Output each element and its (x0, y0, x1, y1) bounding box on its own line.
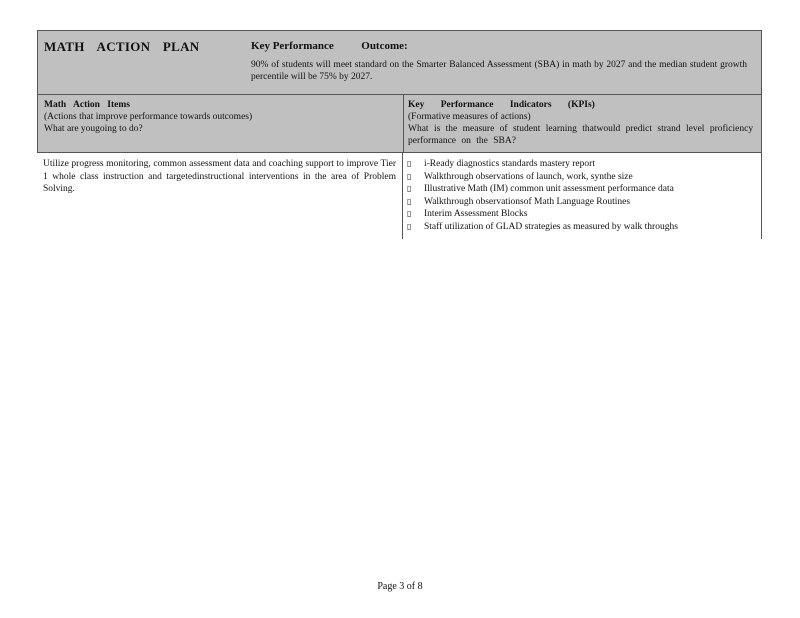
page-number: Page 3 of 8 (377, 581, 423, 592)
bullet-icon: ▯ (407, 159, 412, 168)
action-items-header (38, 95, 404, 152)
kpi-list-item (407, 158, 757, 171)
kpi-list-item (407, 183, 757, 196)
kpi-list-item (407, 196, 757, 209)
kpi-list-item (407, 208, 757, 221)
plan-body-row (37, 153, 762, 239)
plan-title: MATH ACTION PLAN (44, 39, 200, 54)
bullet-icon: ▯ (407, 171, 412, 181)
kpi-list (407, 158, 757, 233)
kpi-heading: Key Performance Indicators (KPIs) (408, 100, 595, 110)
action-item-cell: Utilize progress monitoring, common assessment data and coaching support to improve Tier 1 whole class instruction and targetedinstructional interventions in the area of Problem Solving. (37, 153, 403, 239)
bullet-icon: ▯ (407, 221, 412, 231)
kpi-question: What is the measure of student learning thatwould predict strand level proficiency performance on the SBA? (408, 124, 754, 146)
bullet-icon: ▯ (407, 209, 412, 218)
key-performance-outcome-label: Key Performance Outcome: (251, 40, 408, 52)
kpi-list-item (407, 221, 757, 234)
kpi-header (404, 95, 761, 152)
kpi-text: Staff utilization of GLAD strategies as measured by walk throughs (424, 221, 678, 232)
plan-header (37, 30, 762, 94)
kpi-cell (403, 153, 762, 239)
kpi-text: Interim Assessment Blocks (424, 209, 528, 219)
action-items-subtitle: (Actions that improve performance towards outcomes) (44, 112, 253, 122)
key-performance-outcome-text: 90% of students will meet standard on the Smarter Balanced Assessment (SBA) in math by 2027 and the median student growth percentile will be 75% by 2027. (251, 60, 747, 82)
kpi-text: Walkthrough observationsof Math Language Routines (424, 196, 631, 207)
math-action-plan-table (37, 30, 762, 239)
action-items-heading: Math Action Items (44, 100, 130, 110)
kpi-text: i-Ready diagnostics standards mastery report (424, 159, 595, 169)
column-headers (37, 94, 762, 153)
bullet-icon: ▯ (407, 184, 412, 193)
kpi-text: Walkthrough observations of launch, work, synthe size (424, 171, 633, 182)
kpi-text: Illustrative Math (IM) common unit assessment performance data (424, 184, 674, 194)
kpi-list-item (407, 171, 757, 184)
bullet-icon: ▯ (407, 196, 412, 206)
kpi-subtitle: (Formative measures of actions) (408, 112, 531, 122)
action-items-question: What are yougoing to do? (44, 124, 143, 134)
